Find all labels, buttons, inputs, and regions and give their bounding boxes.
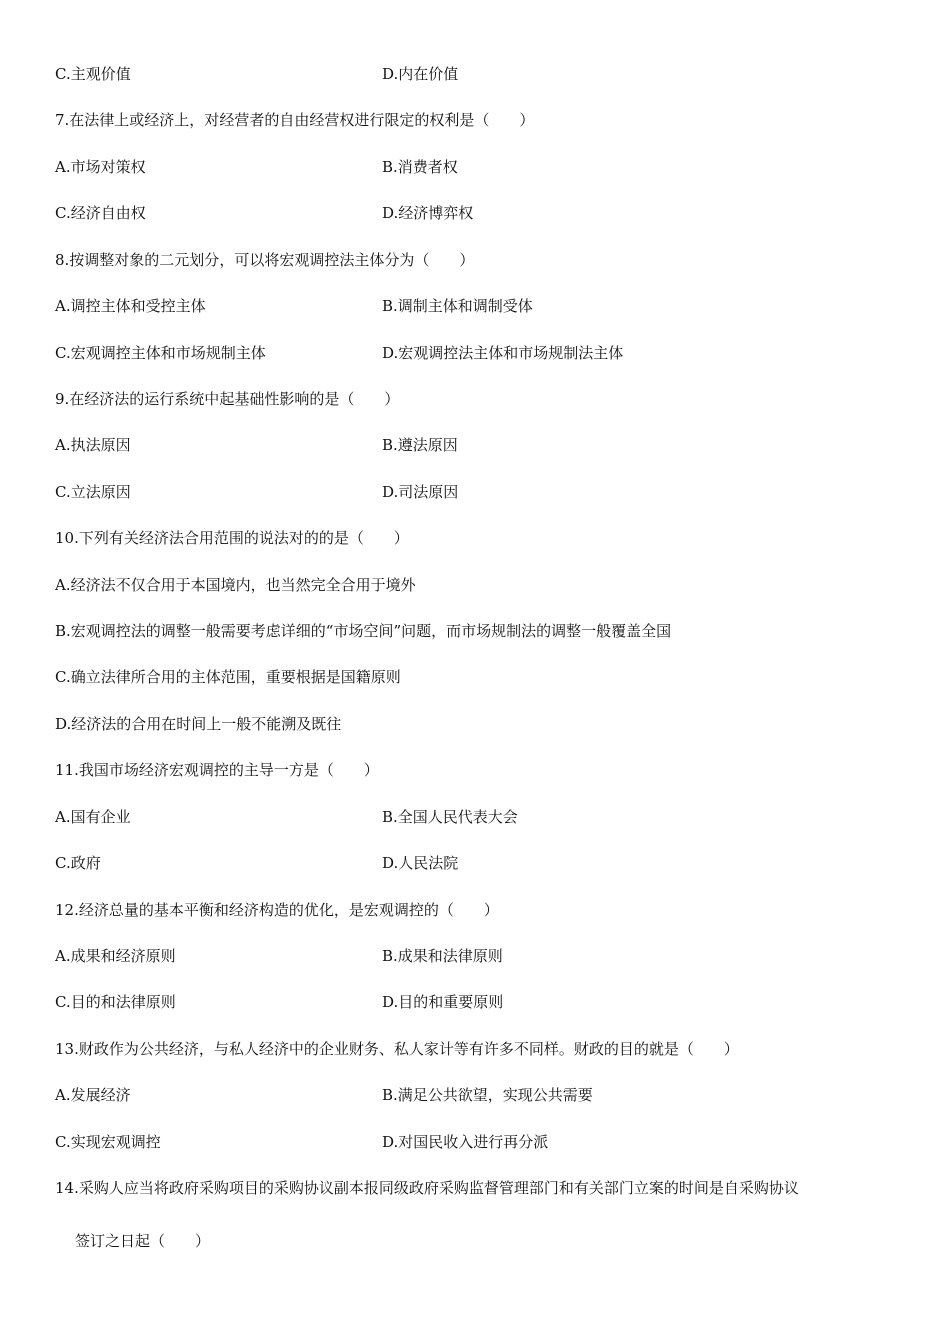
q10-option-b: B.宏观调控法的调整一般需要考虑详细的“市场空间”问题，而市场规制法的调整一般覆盖全国 xyxy=(55,622,672,640)
q8-option-c: C.宏观调控主体和市场规制主体 xyxy=(55,344,266,362)
q13-stem: 13.财政作为公共经济，与私人经济中的企业财务、私人家计等有许多不同样。财政的目的就是（ ） xyxy=(55,1040,739,1058)
q6-option-c: C.主观价值 xyxy=(55,65,131,83)
q8-option-b: B.调制主体和调制受体 xyxy=(382,297,533,315)
q8-option-d: D.宏观调控法主体和市场规制法主体 xyxy=(382,344,624,362)
q11-option-c: C.政府 xyxy=(55,854,101,872)
q13-option-b: B.满足公共欲望，实现公共需要 xyxy=(382,1086,593,1104)
q7-option-c: C.经济自由权 xyxy=(55,204,146,222)
q12-stem: 12.经济总量的基本平衡和经济构造的优化，是宏观调控的（ ） xyxy=(55,901,499,919)
q9-option-c: C.立法原因 xyxy=(55,483,131,501)
q14-stem-continuation: 签订之日起（ ） xyxy=(75,1232,211,1250)
q9-option-d: D.司法原因 xyxy=(382,483,459,501)
q13-option-d: D.对国民收入进行再分派 xyxy=(382,1133,549,1151)
q11-option-a: A.国有企业 xyxy=(55,808,131,826)
q10-stem: 10.下列有关经济法合用范围的说法对的的是（ ） xyxy=(55,529,409,547)
q7-option-b: B.消费者权 xyxy=(382,158,458,176)
q7-option-d: D.经济博弈权 xyxy=(382,204,474,222)
q14-stem: 14.采购人应当将政府采购项目的采购协议副本报同级政府采购监督管理部门和有关部门立案的时间是自采购协议 xyxy=(55,1179,799,1197)
q7-stem: 7.在法律上或经济上，对经营者的自由经营权进行限定的权利是（ ） xyxy=(55,111,535,129)
q7-option-a: A.市场对策权 xyxy=(55,158,146,176)
q9-stem: 9.在经济法的运行系统中起基础性影响的是（ ） xyxy=(55,390,400,408)
q12-option-d: D.目的和重要原则 xyxy=(382,993,504,1011)
q8-stem: 8.按调整对象的二元划分，可以将宏观调控法主体分为（ ） xyxy=(55,251,475,269)
q6-option-d: D.内在价值 xyxy=(382,65,459,83)
q12-option-b: B.成果和法律原则 xyxy=(382,947,503,965)
q10-option-a: A.经济法不仅合用于本国境内，也当然完全合用于境外 xyxy=(55,576,416,594)
q11-stem: 11.我国市场经济宏观调控的主导一方是（ ） xyxy=(55,761,379,779)
q8-option-a: A.调控主体和受控主体 xyxy=(55,297,206,315)
q11-option-b: B.全国人民代表大会 xyxy=(382,808,518,826)
q12-option-c: C.目的和法律原则 xyxy=(55,993,176,1011)
q9-option-a: A.执法原因 xyxy=(55,436,131,454)
q9-option-b: B.遵法原因 xyxy=(382,436,458,454)
q10-option-c: C.确立法律所合用的主体范围，重要根据是国籍原则 xyxy=(55,668,401,686)
q10-option-d: D.经济法的合用在时间上一般不能溯及既往 xyxy=(55,715,342,733)
q13-option-a: A.发展经济 xyxy=(55,1086,131,1104)
q11-option-d: D.人民法院 xyxy=(382,854,459,872)
q13-option-c: C.实现宏观调控 xyxy=(55,1133,161,1151)
q12-option-a: A.成果和经济原则 xyxy=(55,947,176,965)
